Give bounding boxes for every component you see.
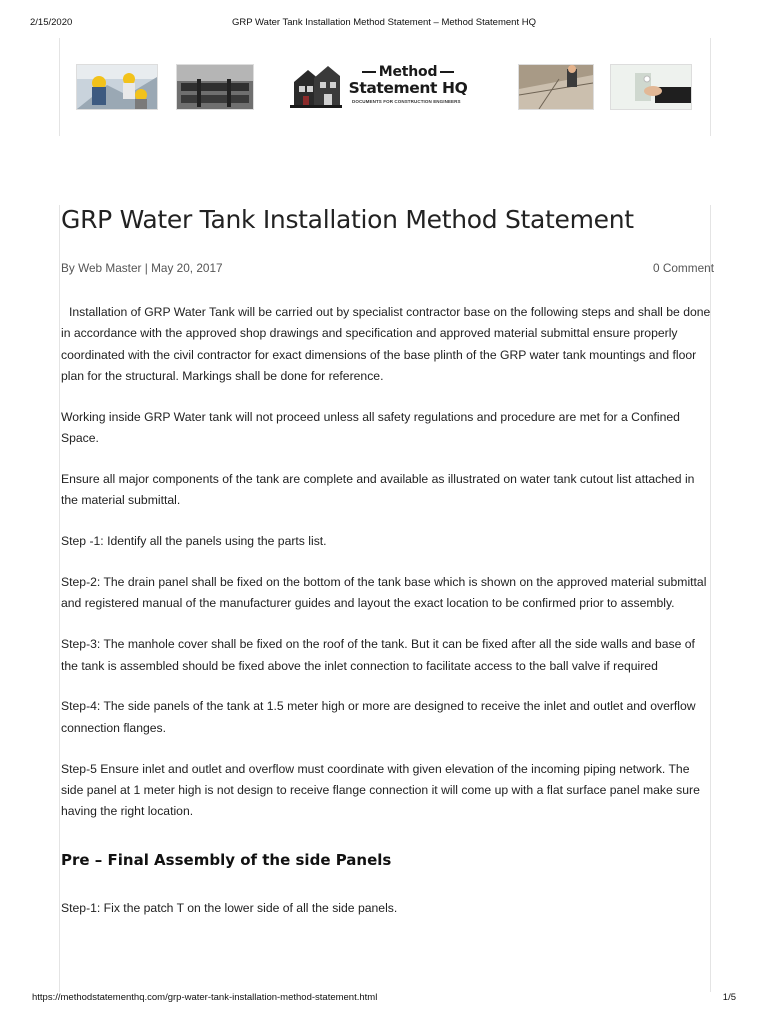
- print-header: [0, 17, 768, 31]
- author-prefix: By: [61, 261, 75, 275]
- logo-text-method: Method: [346, 64, 470, 80]
- header-photo-pipes: [176, 64, 254, 110]
- logo-tagline: DOCUMENTS FOR CONSTRUCTION ENGINEERS: [352, 99, 461, 104]
- article: [59, 205, 714, 992]
- comments-link[interactable]: 0 Comment: [653, 261, 714, 275]
- paragraph: Step-1: Fix the patch T on the lower side of all the side panels.: [61, 901, 398, 916]
- house-logo-icon: [290, 64, 342, 108]
- post-meta: [61, 261, 714, 275]
- print-page-number: 1/5: [722, 992, 736, 1003]
- header-photo-site-floor: [518, 64, 594, 110]
- meta-separator: |: [144, 261, 148, 275]
- print-page-title: GRP Water Tank Installation Method Statement – Method Statement HQ: [232, 17, 536, 28]
- paragraph: Step-3: The manhole cover shall be fixed on the roof of the tank. But it can be fixed after all the side walls and base of the tank is assembled should be fixed above the inlet connection to facilitate access to the ball valve if required: [61, 637, 695, 673]
- section-heading: Pre – Final Assembly of the side Panels: [61, 851, 392, 870]
- article-title: GRP Water Tank Installation Method Statement: [61, 205, 634, 234]
- site-logo[interactable]: [290, 64, 470, 112]
- print-url: https://methodstatementhq.com/grp-water-tank-installation-method-statement.html: [32, 992, 378, 1003]
- paragraph: Step-4: The side panels of the tank at 1.5 meter high or more are designed to receive the inlet and outlet and overflow connection flanges.: [61, 699, 696, 735]
- article-body: [61, 302, 712, 939]
- header-photo-handshake: [610, 64, 692, 110]
- paragraph: Step -1: Identify all the panels using the parts list.: [61, 534, 327, 549]
- logo-text-statement-hq: Statement HQ: [348, 79, 468, 97]
- site-header: [59, 38, 711, 136]
- header-photo-workers-hardhats: [76, 64, 158, 110]
- paragraph: Step-2: The drain panel shall be fixed on the bottom of the tank base which is shown on the approved material submittal and registered manual of the manufacturer guides and layout the exact location to be confirmed prior to assembly.: [61, 575, 707, 611]
- print-date: 2/15/2020: [30, 17, 73, 28]
- paragraph: Ensure all major components of the tank are complete and available as illustrated on water tank cutout list attached in the material submittal.: [61, 471, 695, 508]
- paragraph: Step-5 Ensure inlet and outlet and overflow must coordinate with given elevation of the incoming piping network. The side panel at 1 meter high is not design to receive flange connection it will come up with a flat surface panel make sure having the right location.: [61, 761, 700, 819]
- author-link[interactable]: Web Master: [78, 261, 142, 275]
- paragraph: Installation of GRP Water Tank will be carried out by specialist contractor base on the following steps and shall be done in accordance with the approved shop drawings and specification and approved material submittal ensure properly coordinated with the civil contractor for exact dimensions of the base plinth of the GRP water tank mountings and floor plan for the structural. Markings shall be done for reference.: [61, 305, 711, 383]
- post-date: May 20, 2017: [151, 261, 223, 275]
- print-footer: [0, 992, 768, 1006]
- paragraph: Working inside GRP Water tank will not proceed unless all safety regulations and procedure are met for a Confined Space.: [61, 409, 680, 446]
